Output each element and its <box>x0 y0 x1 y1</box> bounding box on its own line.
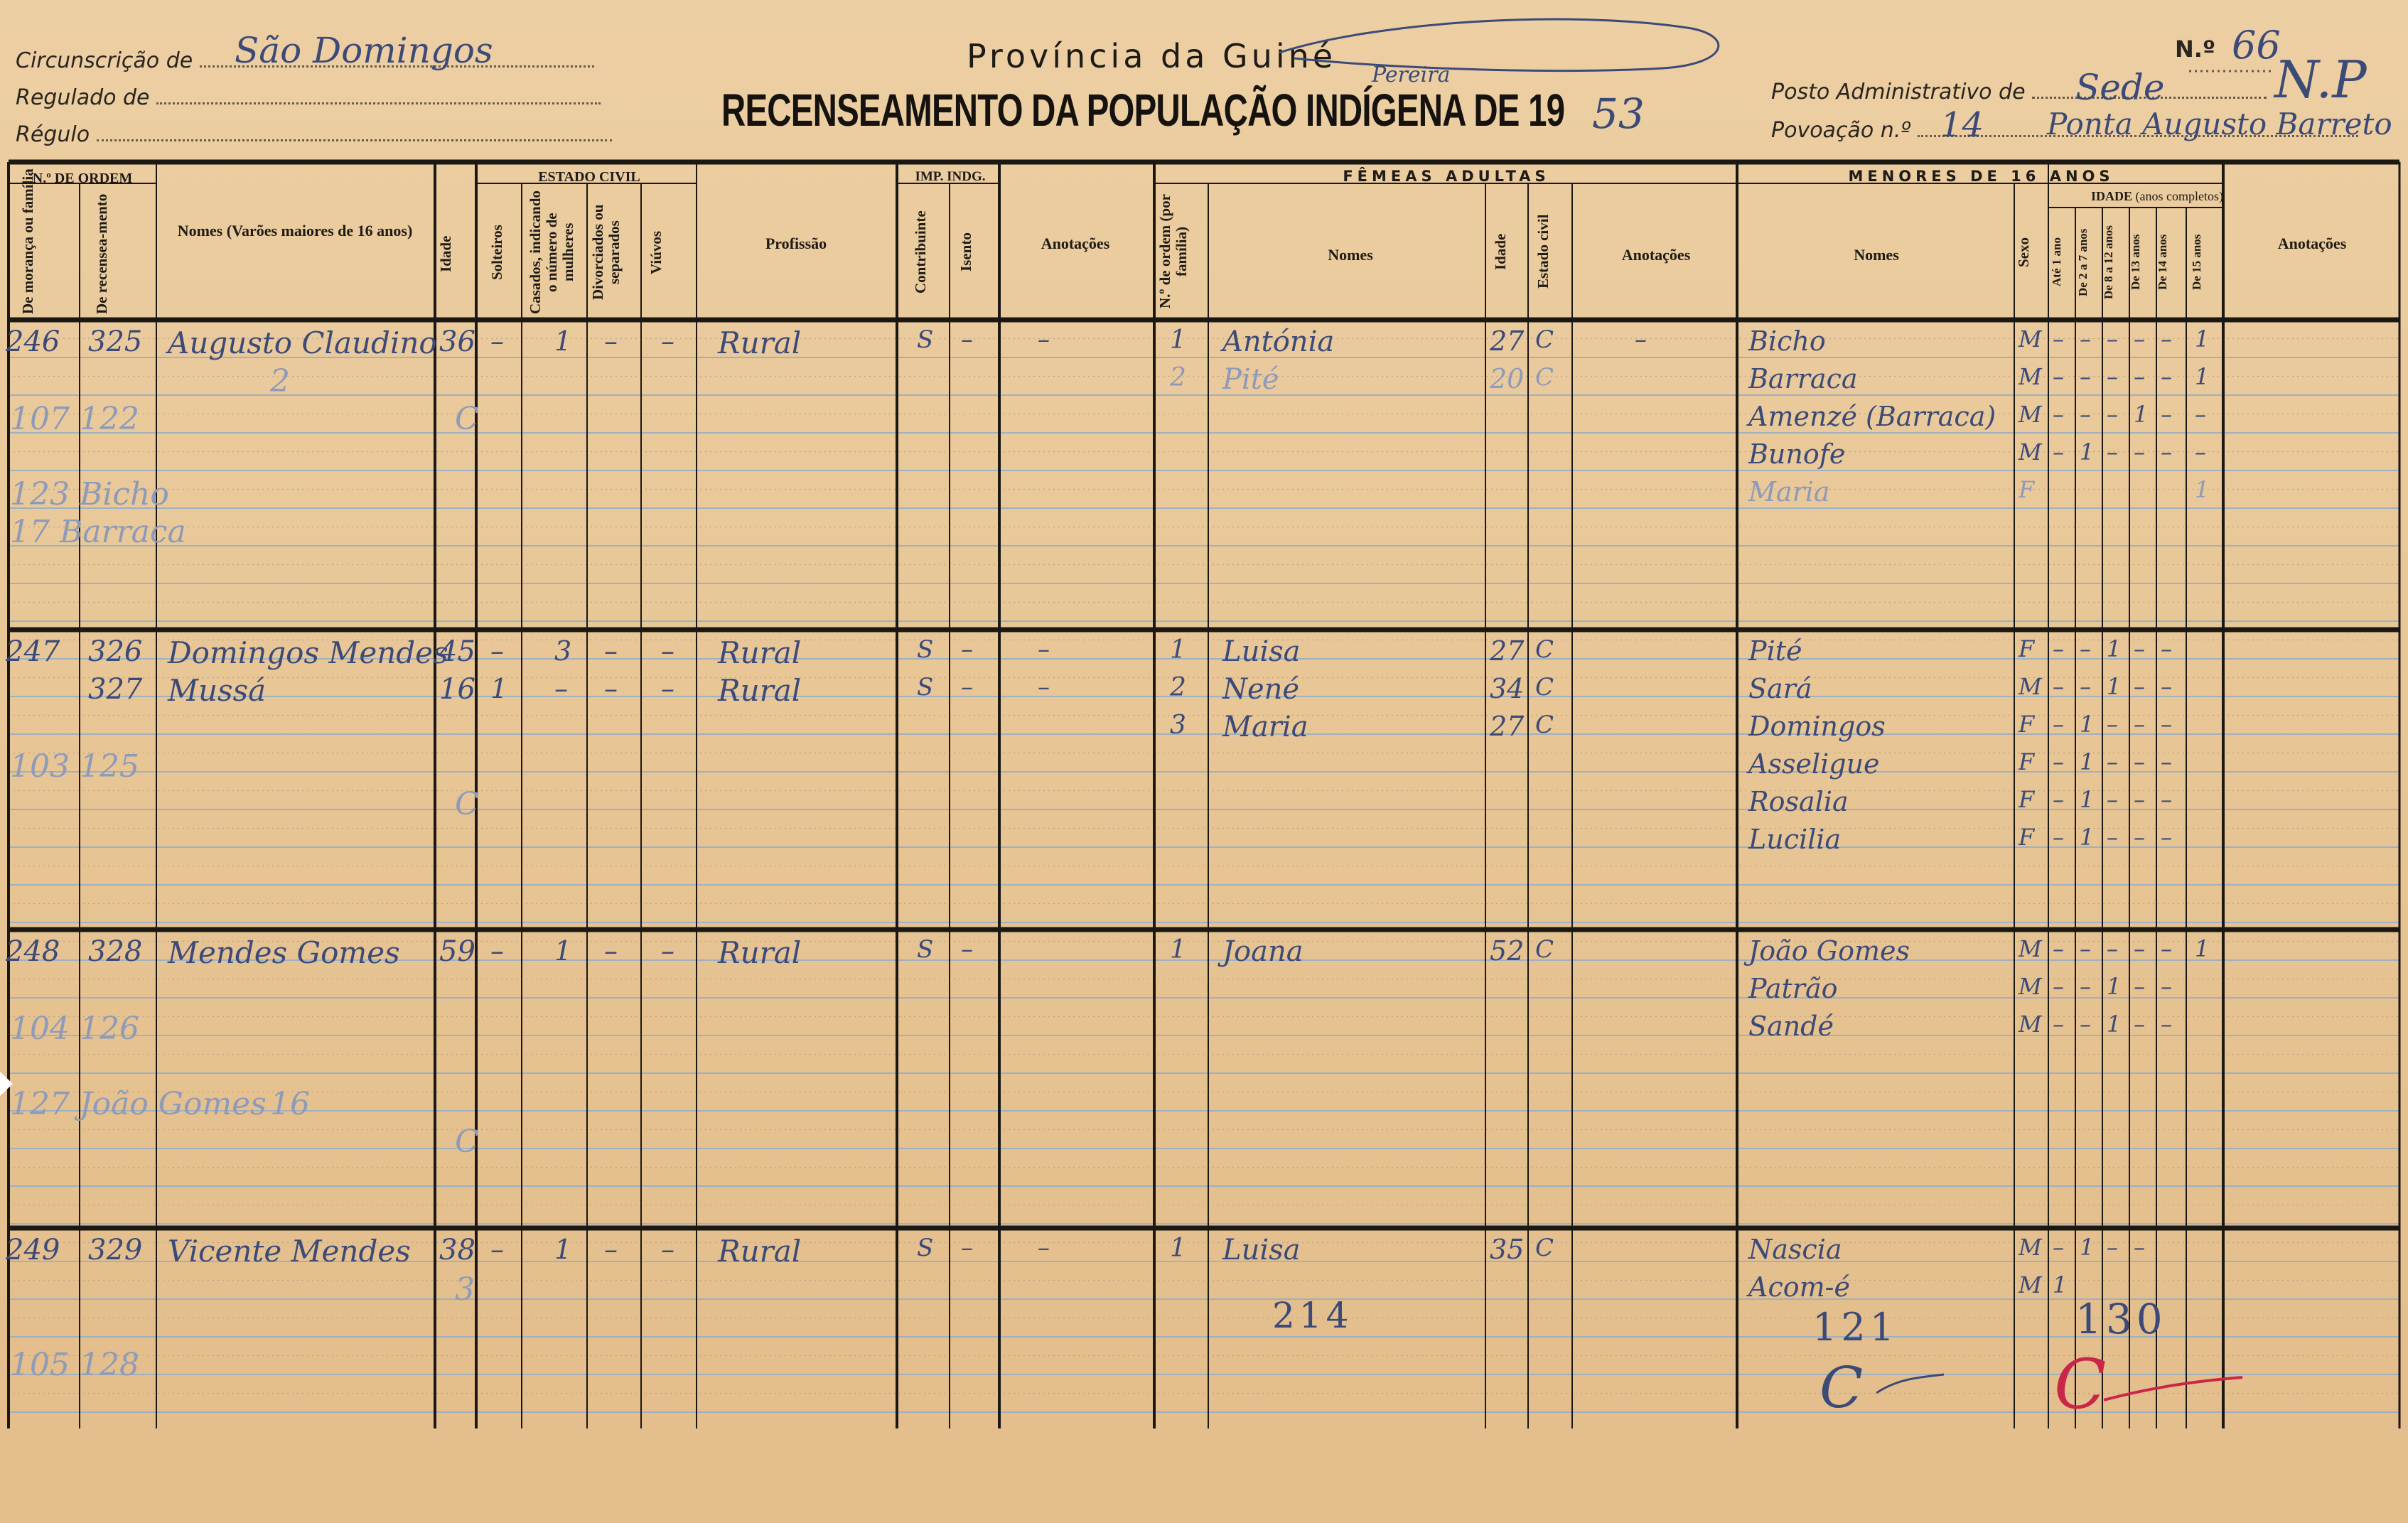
minor-age-mark: 1 <box>2107 635 2122 662</box>
posto-label: Posto Administrativo de <box>1771 80 2026 104</box>
faint-note: 107 122 <box>10 401 139 437</box>
minor-age-mark: – <box>2161 438 2172 465</box>
minor-sex: M <box>2019 401 2042 428</box>
minor-age-mark: – <box>2161 673 2172 700</box>
faint-note: C <box>455 401 479 437</box>
minor-age-mark: – <box>2053 973 2064 1000</box>
col-ate-1: Até 1 ano <box>2050 237 2063 287</box>
minor-age-mark: 1 <box>2107 1011 2122 1038</box>
man-name: Domingos Mendes <box>168 635 448 670</box>
number-value: 66 <box>2232 23 2281 68</box>
minor-age-mark: – <box>2161 935 2172 962</box>
minor-age-mark: – <box>2107 786 2118 813</box>
contribuinte-mark: S <box>917 635 934 664</box>
female-name: Luisa <box>1222 635 1301 668</box>
faint-note: C <box>455 786 479 822</box>
minor-age-mark: – <box>2195 401 2206 428</box>
check-tail-red <box>2104 1372 2246 1407</box>
minor-age-mark: – <box>2053 438 2064 465</box>
contribuinte-mark: S <box>917 325 934 354</box>
census-title-text: RECENSEAMENTO DA POPULAÇÃO INDÍGENA DE 19 <box>721 85 1565 136</box>
number-label: N.º <box>2175 36 2215 63</box>
female-name: Joana <box>1222 935 1304 968</box>
female-age: 27 <box>1490 711 1525 742</box>
col-nomes-menores: Nomes <box>1854 246 1899 264</box>
female-name: Maria <box>1222 711 1308 743</box>
minor-sex: M <box>2019 1011 2042 1038</box>
minor-sex: F <box>2019 635 2035 662</box>
female-age: 35 <box>1490 1234 1525 1265</box>
moranca-number: 246 <box>6 325 60 358</box>
minor-age-mark: – <box>2053 1234 2064 1261</box>
col-moranca: De morança ou família <box>19 168 36 314</box>
minor-age-mark: – <box>2107 438 2118 465</box>
female-name: Luisa <box>1222 1234 1301 1266</box>
check-mark-red: C <box>2054 1345 2107 1424</box>
man-age: 38 <box>439 1234 475 1266</box>
female-order: 1 <box>1170 1234 1186 1263</box>
viuvo-mark: – <box>661 325 674 357</box>
col-idade-menores <box>2090 189 2225 204</box>
col-idade-menores-label: IDADE <box>2091 189 2133 203</box>
contribuinte-mark: S <box>917 1234 934 1262</box>
col-viuvos: Viúvos <box>647 230 665 274</box>
female-age: 20 <box>1490 363 1525 394</box>
female-marital-status: C <box>1535 711 1554 739</box>
female-age: 34 <box>1490 673 1525 704</box>
minor-age-mark: – <box>2134 438 2145 465</box>
minor-age-mark: – <box>2107 325 2118 353</box>
minor-age-mark: – <box>2134 363 2145 390</box>
man-name: Augusto Claudino <box>168 325 437 360</box>
minor-age-mark: – <box>2080 635 2091 662</box>
minor-age-mark: – <box>2080 401 2091 428</box>
solteiro-mark: – <box>490 325 504 357</box>
casado-count: 1 <box>554 325 572 357</box>
minor-sex: F <box>2019 824 2035 851</box>
total-minors: 121 <box>1812 1305 1899 1350</box>
female-age: 27 <box>1490 635 1525 667</box>
minor-age-mark: – <box>2134 748 2145 775</box>
contribuinte-mark: S <box>917 935 934 964</box>
female-order: 3 <box>1170 711 1186 740</box>
check-mark-black: C <box>1820 1355 1864 1421</box>
minor-age-mark: – <box>2134 711 2145 738</box>
minor-name: Barraca <box>1748 363 1858 394</box>
minor-age-mark: – <box>2080 1011 2091 1038</box>
col-profissao: Profissão <box>765 235 827 252</box>
minor-age-mark: – <box>2161 711 2172 738</box>
profession: Rural <box>718 673 802 708</box>
female-marital-status: C <box>1535 673 1554 701</box>
solteiro-mark: – <box>490 935 504 967</box>
man-notes: – <box>1038 635 1050 664</box>
profession: Rural <box>718 935 802 970</box>
isento-mark: – <box>961 673 973 701</box>
col-estado-civil-femeas: Estado civil <box>1534 214 1552 289</box>
minor-sex: F <box>2019 476 2035 503</box>
man-name: Mussá <box>168 673 267 708</box>
female-marital-status: C <box>1535 363 1554 392</box>
faint-note: 103 125 <box>10 748 139 785</box>
recenseamento-number: 326 <box>88 635 143 668</box>
minor-age-mark: – <box>2080 673 2091 700</box>
minor-age-mark: – <box>2080 325 2091 353</box>
faint-note: 127 João Gomes <box>10 1086 267 1122</box>
col-imp-indg: IMP. INDG. <box>915 169 986 184</box>
minor-age-mark: – <box>2107 363 2118 390</box>
initial-corner: N.P <box>2274 50 2367 109</box>
minor-age-mark: – <box>2053 1011 2064 1038</box>
minor-age-mark: – <box>2053 786 2064 813</box>
minor-age-mark: 1 <box>2134 401 2149 428</box>
col-idade-femeas: Idade <box>1492 233 1509 270</box>
minor-age-mark: 1 <box>2080 824 2095 851</box>
minor-age-mark: 1 <box>2080 748 2095 775</box>
minor-sex: M <box>2019 1234 2042 1261</box>
check-tail-black <box>1876 1372 1947 1400</box>
col-de-8-12: De 8 a 12 anos <box>2102 225 2115 299</box>
man-age: 59 <box>439 935 475 968</box>
col-de-14: De 14 anos <box>2156 234 2169 291</box>
faint-note: 3 <box>455 1271 475 1308</box>
man-age: 36 <box>439 325 475 358</box>
census-year: 53 <box>1592 90 1645 138</box>
casado-count: 1 <box>554 935 572 967</box>
minor-age-mark: 1 <box>2107 673 2122 700</box>
man-name: Mendes Gomes <box>168 935 400 970</box>
minor-age-mark: 1 <box>2080 1234 2095 1261</box>
minor-name: Bicho <box>1748 325 1826 357</box>
minor-name: João Gomes <box>1748 935 1910 967</box>
faint-note: 17 Barraca <box>10 514 186 550</box>
profession: Rural <box>718 325 802 360</box>
viuvo-mark: – <box>661 1234 674 1265</box>
man-age: 45 <box>439 635 475 668</box>
col-contribuinte: Contribuinte <box>912 210 929 294</box>
recenseamento-number: 329 <box>88 1234 143 1266</box>
posto-value: Sede <box>2075 67 2165 108</box>
circunscricao-value: São Domingos <box>235 30 493 71</box>
moranca-number: 247 <box>6 635 60 668</box>
minor-age-mark: – <box>2161 401 2172 428</box>
man-notes: – <box>1038 673 1050 701</box>
recenseamento-number: 325 <box>88 325 143 358</box>
minor-age-mark: – <box>2161 786 2172 813</box>
minor-age-mark: – <box>2161 363 2172 390</box>
povoacao-name: Ponta Augusto Barreto <box>2047 107 2392 141</box>
solteiro-mark: 1 <box>490 673 508 704</box>
col-idade: Idade <box>437 235 454 272</box>
divorciado-mark: – <box>604 1234 618 1265</box>
col-anotacoes-3: Anotações <box>2277 235 2347 252</box>
minor-name: Patrão <box>1748 973 1838 1004</box>
minor-name: Pité <box>1748 635 1802 667</box>
minor-age-mark: – <box>2134 824 2145 851</box>
minor-age-mark: – <box>2161 973 2172 1000</box>
minor-age-mark: – <box>2080 935 2091 962</box>
divorciado-mark: – <box>604 673 618 704</box>
female-name: Pité <box>1222 363 1279 396</box>
minor-age-mark: – <box>2161 1011 2172 1038</box>
minor-age-mark: – <box>2134 673 2145 700</box>
minor-age-mark: 1 <box>2080 711 2095 738</box>
minor-name: Asseligue <box>1748 748 1880 780</box>
minor-age-mark: 1 <box>2195 325 2210 353</box>
divorciado-mark: – <box>604 635 618 667</box>
col-casados: Casados, indicando o número de mulheres <box>527 190 577 314</box>
minor-age-mark: – <box>2107 748 2118 775</box>
minor-age-mark: – <box>2134 1234 2145 1261</box>
col-isento: Isento <box>957 232 974 272</box>
female-age: 27 <box>1490 325 1525 357</box>
female-marital-status: C <box>1535 635 1554 664</box>
profession: Rural <box>718 635 802 670</box>
isento-mark: – <box>961 1234 973 1262</box>
isento-mark: – <box>961 325 973 354</box>
minor-sex: M <box>2019 935 2042 962</box>
minor-name: Lucilia <box>1748 824 1842 855</box>
minor-sex: M <box>2019 363 2042 390</box>
povoacao-label: Povoação n.º <box>1771 118 1911 143</box>
minor-age-mark: – <box>2107 824 2118 851</box>
minor-name: Nascia <box>1748 1234 1842 1265</box>
col-de-15: De 15 anos <box>2190 234 2203 291</box>
female-notes: – <box>1635 325 1647 354</box>
minor-sex: M <box>2019 325 2042 353</box>
isento-mark: – <box>961 935 973 964</box>
man-notes: – <box>1038 325 1050 354</box>
divorciado-mark: – <box>604 935 618 967</box>
minor-age-mark: – <box>2134 635 2145 662</box>
col-nomes-femeas: Nomes <box>1328 246 1373 264</box>
minor-age-mark: – <box>2161 635 2172 662</box>
minor-age-mark: – <box>2161 325 2172 353</box>
recenseamento-number: 327 <box>88 673 143 706</box>
col-menores: MENORES DE 16 ANOS <box>1848 168 2114 185</box>
col-de-13: De 13 anos <box>2129 234 2142 291</box>
minor-age-mark: 1 <box>2080 438 2095 465</box>
female-age: 52 <box>1490 935 1525 967</box>
female-marital-status: C <box>1535 1234 1554 1262</box>
man-name: Vicente Mendes <box>168 1234 411 1269</box>
minor-age-mark: – <box>2107 711 2118 738</box>
minor-age-mark: 1 <box>2195 935 2210 962</box>
minor-age-mark: 1 <box>2107 973 2122 1000</box>
minor-age-mark: – <box>2053 824 2064 851</box>
minor-name: Domingos <box>1748 711 1886 742</box>
solteiro-mark: – <box>490 635 504 667</box>
col-femeas-adultas: FÊMEAS ADULTAS <box>1343 168 1550 185</box>
man-age: 16 <box>439 673 475 706</box>
circunscricao-label: Circunscrição de <box>16 48 193 73</box>
minor-age-mark: – <box>2053 935 2064 962</box>
female-order: 2 <box>1170 363 1186 392</box>
col-solteiros: Solteiros <box>488 225 505 280</box>
minor-name: Amenzé (Barraca) <box>1748 401 1996 432</box>
recenseamento-number: 328 <box>88 935 143 968</box>
povoacao-number: 14 <box>1940 105 1984 145</box>
minor-age-mark: – <box>2107 1234 2118 1261</box>
minor-age-mark: – <box>2053 711 2064 738</box>
casado-count: 3 <box>554 635 572 667</box>
faint-note: C <box>455 1124 479 1160</box>
female-order: 2 <box>1170 673 1186 702</box>
casado-count: – <box>554 673 568 704</box>
minor-age-mark: – <box>2080 973 2091 1000</box>
col-sexo: Sexo <box>2015 237 2032 267</box>
minor-age-mark: – <box>2053 363 2064 390</box>
col-anos-completos: (anos completos) <box>2135 189 2223 203</box>
minor-age-mark: – <box>2134 973 2145 1000</box>
minor-age-mark: – <box>2195 438 2206 465</box>
minor-age-mark: – <box>2107 935 2118 962</box>
moranca-number: 248 <box>6 935 60 968</box>
female-marital-status: C <box>1535 935 1554 964</box>
minor-age-mark: – <box>2080 363 2091 390</box>
minor-age-mark: – <box>2107 401 2118 428</box>
viuvo-mark: – <box>661 635 674 667</box>
moranca-number: 249 <box>6 1234 60 1266</box>
contribuinte-mark: S <box>917 673 934 701</box>
minor-name: Bunofe <box>1748 438 1846 470</box>
minor-age-mark: 1 <box>2195 476 2210 503</box>
minor-age-mark: – <box>2053 325 2064 353</box>
minor-name: Sandé <box>1748 1011 1834 1042</box>
minor-name: Rosalia <box>1748 786 1849 817</box>
isento-mark: – <box>961 635 973 664</box>
minor-sex: M <box>2019 973 2042 1000</box>
female-order: 1 <box>1170 935 1186 964</box>
casado-count: 1 <box>554 1234 572 1265</box>
minor-sex: M <box>2019 1271 2042 1298</box>
minor-name: Sará <box>1748 673 1812 704</box>
minor-age-mark: – <box>2134 935 2145 962</box>
female-marital-status: C <box>1535 325 1554 354</box>
female-order: 1 <box>1170 635 1186 664</box>
viuvo-mark: – <box>661 935 674 967</box>
female-order: 1 <box>1170 325 1186 355</box>
minor-sex: M <box>2019 438 2042 465</box>
female-name: Nené <box>1222 673 1300 706</box>
minor-age-mark: – <box>2134 786 2145 813</box>
minor-age-mark: 1 <box>2053 1271 2068 1298</box>
col-anotacoes-1: Anotações <box>1041 235 1110 252</box>
minor-age-mark: 1 <box>2080 786 2095 813</box>
province-title: Província da Guiné <box>967 37 1337 75</box>
col-estado-civil: ESTADO CIVIL <box>538 169 640 185</box>
total-minors-ages: 130 <box>2075 1295 2167 1343</box>
col-recenseamento: De recensea-mento <box>93 193 110 314</box>
minor-age-mark: – <box>2134 1011 2145 1038</box>
minor-name: Maria <box>1748 476 1830 507</box>
minor-age-mark: 1 <box>2195 363 2210 390</box>
minor-age-mark: – <box>2053 635 2064 662</box>
faint-note: 105 128 <box>10 1347 139 1383</box>
solteiro-mark: – <box>490 1234 504 1265</box>
faint-note: 123 Bicho <box>10 476 169 512</box>
regulado-label: Regulado de <box>16 85 150 110</box>
col-de-2-7: De 2 a 7 anos <box>2076 228 2090 296</box>
minor-age-mark: – <box>2161 748 2172 775</box>
minor-sex: F <box>2019 711 2035 738</box>
minor-age-mark: – <box>2053 401 2064 428</box>
total-females: 214 <box>1272 1295 1353 1336</box>
col-anotacoes-2: Anotações <box>1621 246 1691 264</box>
col-divorciados: Divorciados ou separados <box>589 204 623 301</box>
col-nomes-varoes: Nomes (Varões maiores de 16 anos) <box>177 222 413 240</box>
minor-name: Acom-é <box>1748 1271 1850 1303</box>
minor-age-mark: – <box>2134 325 2145 353</box>
faint-note: 2 <box>270 363 290 399</box>
female-name: Antónia <box>1222 325 1335 358</box>
divorciado-mark: – <box>604 325 618 357</box>
faint-note: 104 126 <box>10 1011 139 1047</box>
col-n-ordem: N.º DE ORDEM <box>32 171 133 186</box>
faint-note: 16 <box>270 1086 310 1122</box>
profession: Rural <box>718 1234 802 1269</box>
initial-top: Pereira <box>1372 63 1451 87</box>
col-ordem-familia: N.º de ordem (por família) <box>1156 194 1190 309</box>
regulo-label: Régulo <box>16 122 90 147</box>
minor-sex: F <box>2019 748 2035 775</box>
minor-sex: F <box>2019 786 2035 813</box>
minor-age-mark: – <box>2161 824 2172 851</box>
viuvo-mark: – <box>661 673 674 704</box>
minor-age-mark: – <box>2053 673 2064 700</box>
minor-sex: M <box>2019 673 2042 700</box>
minor-age-mark: – <box>2053 748 2064 775</box>
man-notes: – <box>1038 1234 1050 1262</box>
